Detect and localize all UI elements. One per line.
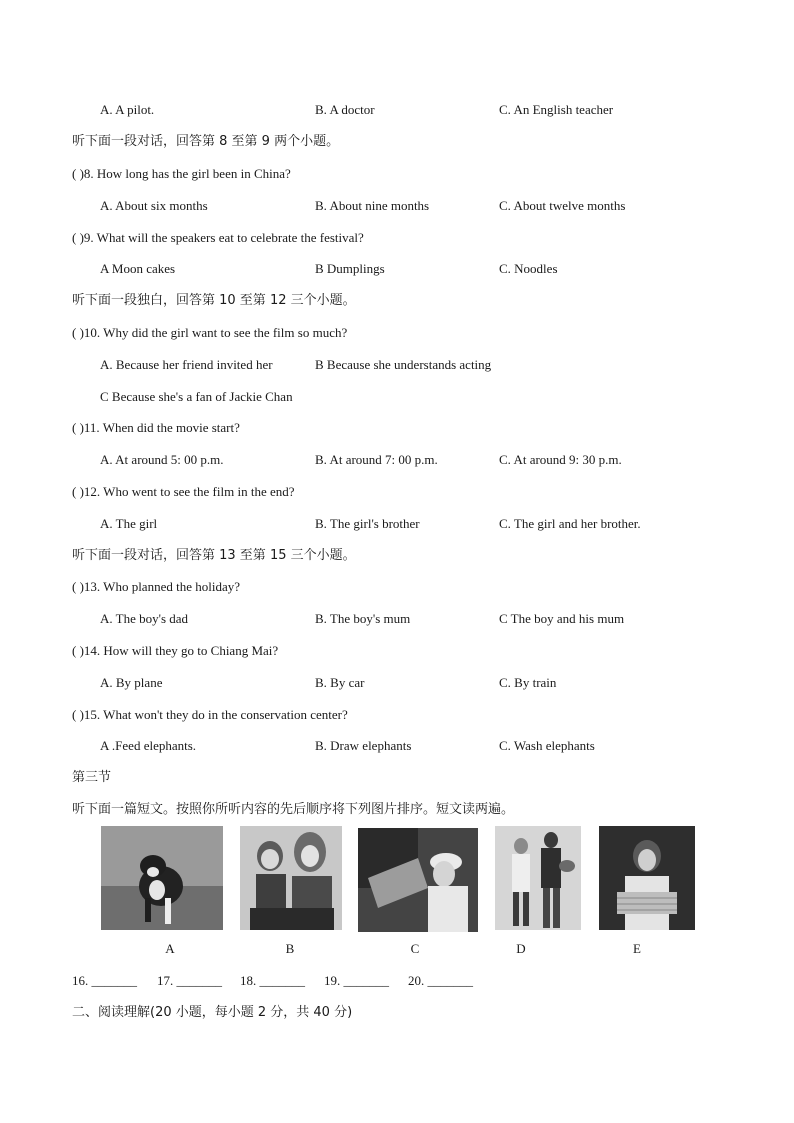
section2-title: 二、阅读理解(20 小题，每小题 2 分，共 40 分): [72, 1005, 353, 1020]
q7-option-b: B. A doctor: [315, 102, 375, 117]
picture-label-d: D: [516, 941, 526, 956]
question-8: ( )8. How long has the girl been in China?: [72, 166, 291, 181]
q10-option-b: B Because she understands acting: [315, 357, 492, 372]
part3-instruction: 听下面一篇短文。按照你所听内容的先后顺序将下列图片排序。短文读两遍。: [72, 802, 515, 817]
answer-blank-17[interactable]: 17. _______: [157, 973, 222, 988]
question-9: ( )9. What will the speakers eat to celebrate the festival?: [72, 230, 364, 245]
q15-option-a: A .Feed elephants.: [100, 738, 197, 753]
picture-b-mother-child: [240, 826, 342, 930]
q14-option-b: B. By car: [315, 675, 365, 690]
q13-option-a: A. The boy's dad: [100, 611, 189, 626]
q15-option-b: B. Draw elephants: [315, 738, 412, 753]
question-13: ( )13. Who planned the holiday?: [72, 579, 240, 594]
question-11: ( )11. When did the movie start?: [72, 420, 240, 435]
q7-option-a: A. A pilot.: [100, 102, 155, 117]
picture-label-c: C: [410, 941, 420, 956]
q10-option-c: C Because she's a fan of Jackie Chan: [100, 389, 293, 404]
q10-option-a: A. Because her friend invited her: [100, 357, 273, 372]
q8-option-a: A. About six months: [100, 198, 208, 213]
q14-option-a: A. By plane: [100, 675, 163, 690]
q9-option-c: C. Noodles: [499, 261, 558, 276]
answer-blank-20[interactable]: 20. _______: [408, 973, 473, 988]
picture-label-a: A: [165, 941, 175, 956]
picture-d-people-walking: [495, 826, 581, 930]
q13-option-b: B. The boy's mum: [315, 611, 411, 626]
q8-option-b: B. About nine months: [315, 198, 430, 213]
q7-option-c: C. An English teacher: [499, 102, 614, 117]
question-10: ( )10. Why did the girl want to see the film so much?: [72, 325, 348, 340]
question-14: ( )14. How will they go to Chiang Mai?: [72, 643, 279, 658]
section-instruction-10-12: 听下面一段独白，回答第 10 至第 12 三个小题。: [72, 293, 356, 308]
picture-a-dog: [101, 826, 223, 930]
q12-option-a: A. The girl: [100, 516, 158, 531]
picture-e-girl-with-newspapers: [599, 826, 695, 930]
section-instruction-8-9: 听下面一段对话，回答第 8 至第 9 两个小题。: [72, 134, 340, 149]
q12-option-b: B. The girl's brother: [315, 516, 420, 531]
q13-option-c: C The boy and his mum: [499, 611, 625, 626]
section-instruction-13-15: 听下面一段对话，回答第 13 至第 15 三个小题。: [72, 548, 356, 563]
answer-blank-16[interactable]: 16. _______: [72, 973, 137, 988]
q15-option-c: C. Wash elephants: [499, 738, 595, 753]
picture-c-boy-with-cap: [358, 828, 478, 932]
question-15: ( )15. What won't they do in the conservation center?: [72, 707, 348, 722]
answer-blank-18[interactable]: 18. _______: [240, 973, 305, 988]
q11-option-a: A. At around 5: 00 p.m.: [100, 452, 224, 467]
part3-title: 第三节: [72, 770, 112, 785]
q9-option-b: B Dumplings: [315, 261, 385, 276]
answer-blank-19[interactable]: 19. _______: [324, 973, 389, 988]
picture-label-b: B: [285, 941, 295, 956]
q11-option-c: C. At around 9: 30 p.m.: [499, 452, 622, 467]
q12-option-c: C. The girl and her brother.: [499, 516, 641, 531]
q11-option-b: B. At around 7: 00 p.m.: [315, 452, 438, 467]
picture-label-e: E: [633, 941, 641, 956]
q9-option-a: A Moon cakes: [100, 261, 176, 276]
question-12: ( )12. Who went to see the film in the end?: [72, 484, 295, 499]
q8-option-c: C. About twelve months: [499, 198, 626, 213]
q14-option-c: C. By train: [499, 675, 557, 690]
